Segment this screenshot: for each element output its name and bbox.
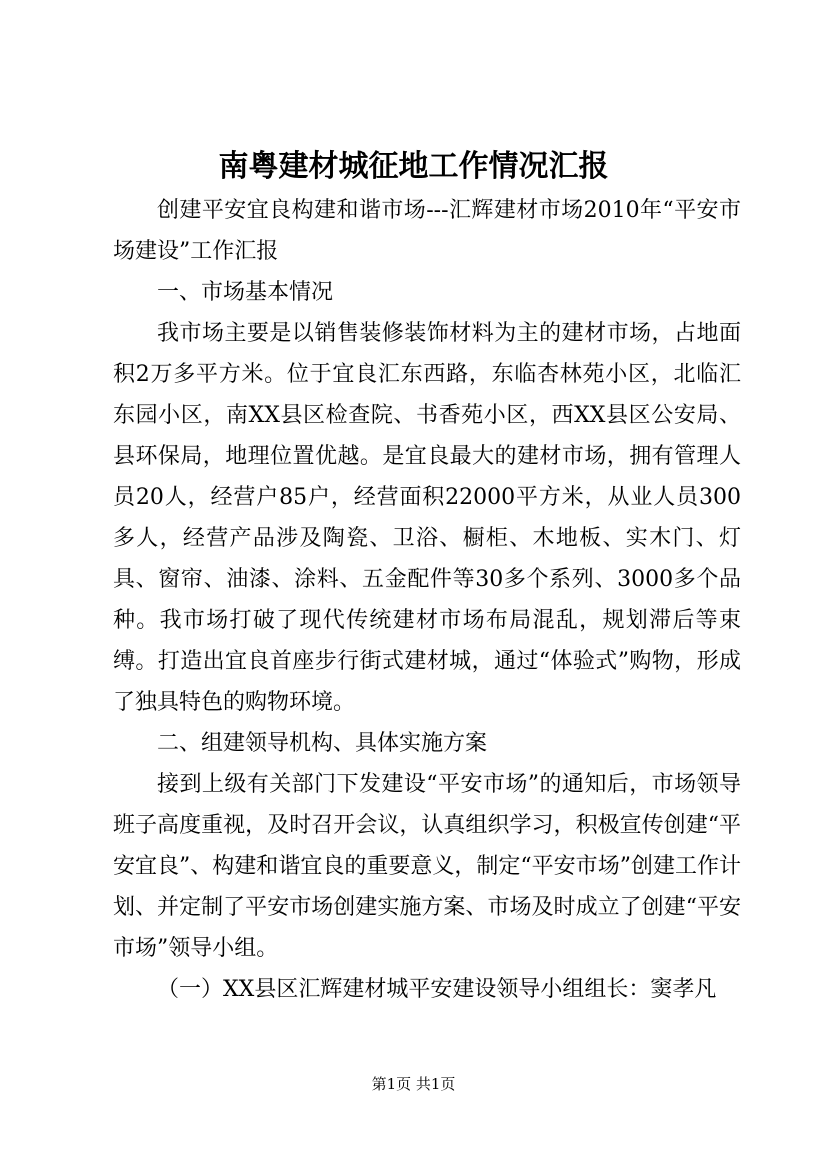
paragraph-group-leader: （一）XX县区汇辉建材城平安建设领导小组组长：窦孝凡: [157, 977, 717, 1002]
page-footer: 第1页 共1页: [371, 1075, 456, 1093]
document-title: 南粤建材城征地工作情况汇报: [218, 149, 609, 184]
document-body: [113, 190, 741, 1010]
section-heading-2: 二、组建领导机构、具体实施方案: [157, 731, 488, 756]
paragraph-subtitle: 创建平安宜良构建和谐市场---汇辉建材市场2010年“平安市场建设”工作汇报: [113, 198, 741, 264]
paragraph-market-overview: 我市场主要是以销售装修装饰材料为主的建材市场，占地面积2万多平方米。位于宜良汇东西路，东临杏林苑小区，北临汇东园小区，南XX县区检查院、书香苑小区，西XX县区公安局、县环保局，地理位置优越。是宜良最大的建材市场，拥有管理人员20人，经营户85户，经营面积22000平方米，从业人员300多人，经营产品涉及陶瓷、卫浴、橱柜、木地板、实木门、灯具、窗帘、油漆、涂料、五金配件等30多个系列、3000多个品种。我市场打破了现代传统建材市场布局混乱，规划滞后等束缚。打造出宜良首座步行街式建材城，通过“体验式”购物，形成了独具特色的购物环境。: [113, 321, 741, 715]
paragraph-leadership: 接到上级有关部门下发建设“平安市场”的通知后，市场领导班子高度重视，及时召开会议，认真组织学习，积极宣传创建“平安宜良”、构建和谐宜良的重要意义，制定“平安市场”创建工作计划、并定制了平安市场创建实施方案、市场及时成立了创建“平安市场”领导小组。: [113, 772, 741, 961]
section-heading-1: 一、市场基本情况: [157, 280, 334, 305]
